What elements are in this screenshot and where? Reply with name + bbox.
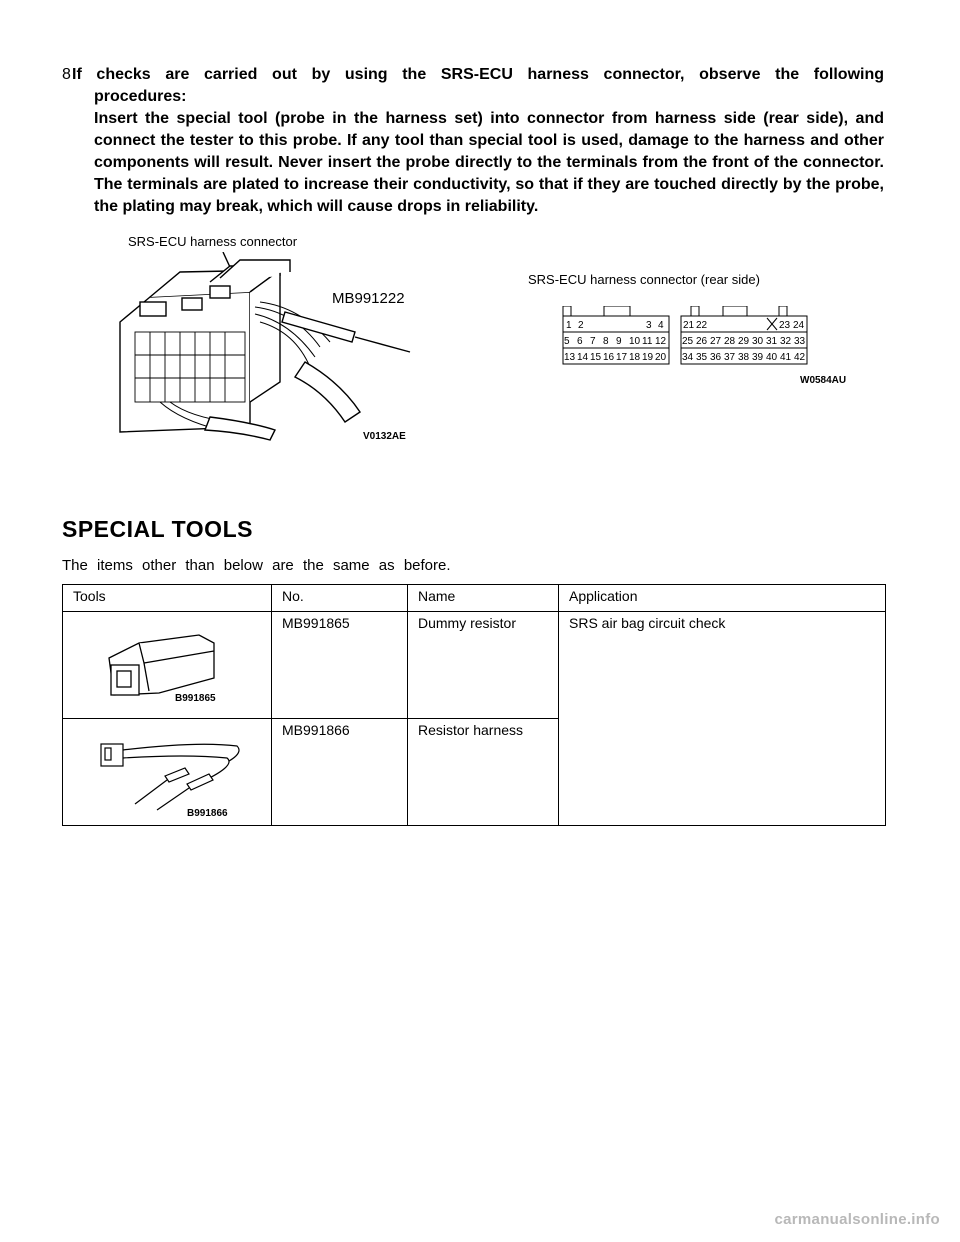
figure-left-caption: SRS-ECU harness connector — [128, 234, 298, 249]
terminal-40: 40 — [766, 352, 778, 363]
section-intro: The items other than below are the same as before. — [62, 557, 451, 574]
tool-image-cell — [63, 719, 272, 826]
harness-connector-illustration — [110, 252, 420, 442]
terminal-41: 41 — [780, 352, 792, 363]
note-heading-cont: procedures: — [94, 88, 187, 105]
terminal-32: 32 — [780, 336, 792, 347]
tool-number: MB991865 — [272, 612, 408, 719]
terminal-19: 19 — [642, 352, 654, 363]
terminal-27: 27 — [710, 336, 722, 347]
terminal-42: 42 — [794, 352, 806, 363]
terminal-13: 13 — [564, 352, 576, 363]
terminal-23: 23 — [779, 320, 791, 331]
tool-name: Resistor harness — [408, 719, 559, 826]
terminal-33: 33 — [794, 336, 806, 347]
terminal-29: 29 — [738, 336, 750, 347]
tool-image-code: B991866 — [187, 808, 228, 819]
terminal-35: 35 — [696, 352, 708, 363]
terminal-7: 7 — [590, 336, 596, 347]
procedure-note — [62, 64, 884, 218]
header-no: No. — [272, 585, 408, 612]
table-row — [63, 612, 886, 719]
terminal-row-3 — [564, 352, 806, 363]
terminal-16: 16 — [603, 352, 615, 363]
header-name: Name — [408, 585, 559, 612]
terminal-26: 26 — [696, 336, 708, 347]
terminal-24: 24 — [793, 320, 805, 331]
special-tools-table — [62, 584, 886, 826]
terminal-2: 2 — [578, 320, 584, 331]
terminal-5: 5 — [564, 336, 570, 347]
terminal-30: 30 — [752, 336, 764, 347]
tool-image-cell — [63, 612, 272, 719]
terminal-15: 15 — [590, 352, 602, 363]
terminal-25: 25 — [682, 336, 694, 347]
probe-tool-label: MB991222 — [332, 290, 405, 307]
note-heading: If checks are carried out by using the SRS-ECU harness connector, observe the following — [72, 66, 884, 83]
terminal-36: 36 — [710, 352, 722, 363]
terminal-22: 22 — [696, 320, 708, 331]
terminal-row-2 — [564, 336, 806, 347]
terminal-10: 10 — [629, 336, 641, 347]
header-application: Application — [559, 585, 886, 612]
terminal-18: 18 — [629, 352, 641, 363]
table-header-row — [63, 585, 886, 612]
tool-number: MB991866 — [272, 719, 408, 826]
resistor-harness-illustration — [87, 726, 257, 811]
terminal-9: 9 — [616, 336, 622, 347]
connector-terminal-diagram — [560, 306, 812, 368]
terminal-21: 21 — [683, 320, 695, 331]
figure-left-code: V0132AE — [363, 431, 406, 442]
terminal-17: 17 — [616, 352, 628, 363]
terminal-8: 8 — [603, 336, 609, 347]
terminal-1: 1 — [566, 320, 572, 331]
section-title: SPECIAL TOOLS — [62, 516, 253, 542]
terminal-34: 34 — [682, 352, 694, 363]
terminal-38: 38 — [738, 352, 750, 363]
terminal-31: 31 — [766, 336, 778, 347]
header-tools: Tools — [63, 585, 272, 612]
tool-name: Dummy resistor — [408, 612, 559, 719]
terminal-28: 28 — [724, 336, 736, 347]
tool-application: SRS air bag circuit check — [559, 612, 886, 826]
terminal-14: 14 — [577, 352, 589, 363]
note-body: Insert the special tool (probe in the harness set) into connector from harness side (rear side), and connect the tester to this probe. If any tool than special tool is used, damage to the harness and other components will result. Never insert the probe directly to the terminals from the front of the connector. The terminals are plated to increase their conductivity, so that if they are touched directly by the probe, the plating may break, which will cause drops in reliability. — [94, 110, 884, 215]
terminal-12: 12 — [655, 336, 667, 347]
terminal-11: 11 — [642, 336, 653, 347]
note-number: 8 — [62, 66, 71, 83]
terminal-3: 3 — [646, 320, 652, 331]
terminal-20: 20 — [655, 352, 667, 363]
figure-right-code: W0584AU — [800, 375, 847, 386]
figure-right-caption: SRS-ECU harness connector (rear side) — [528, 272, 760, 287]
terminal-39: 39 — [752, 352, 764, 363]
terminal-37: 37 — [724, 352, 736, 363]
terminal-4: 4 — [658, 320, 664, 331]
terminal-6: 6 — [577, 336, 583, 347]
tool-image-code: B991865 — [175, 693, 216, 704]
watermark: carmanualsonline.info — [774, 1211, 940, 1228]
